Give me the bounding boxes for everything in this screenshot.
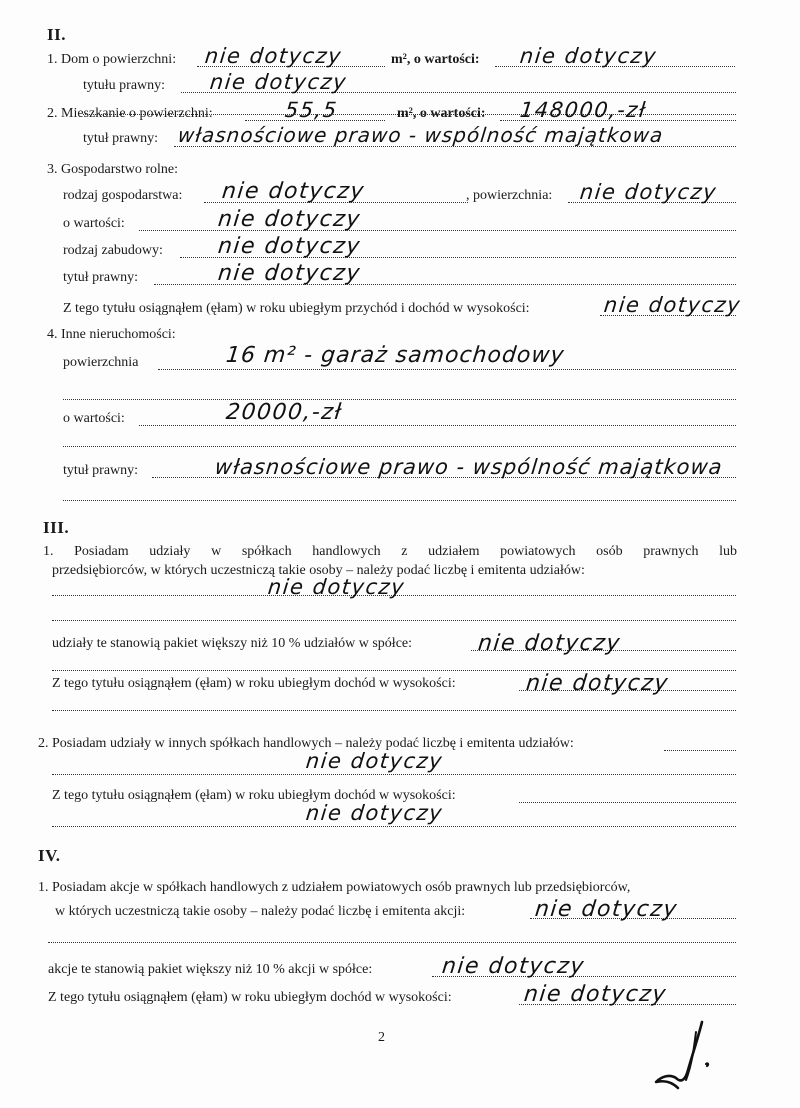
stocks-income-label: Z tego tytułu osiągnąłem (ęłam) w roku ubiegłym dochód w wysokości:	[48, 990, 452, 1005]
shares-income-label: Z tego tytułu osiągnąłem (ęłam) w roku ubiegłym dochód w wysokości:	[52, 676, 456, 691]
other-title-answer: własnościowe prawo - wspólność majątkowa	[213, 455, 724, 479]
stocks-package-answer: nie dotyczy	[440, 954, 587, 979]
house-value-answer: nie dotyczy	[518, 44, 659, 68]
house-title-label: tytułu prawny:	[83, 78, 166, 93]
shares-question-line2: przedsiębiorców, w których uczestniczą takie osoby – należy podać liczbę i emitenta udziałów:	[52, 563, 585, 578]
apartment-value-answer: 148000,-zł	[518, 98, 648, 122]
handwritten-signature-icon	[652, 1018, 722, 1090]
shares-package-answer: nie dotyczy	[476, 631, 623, 656]
other-value-field	[139, 425, 736, 426]
apartment-title-label: tytuł prawny:	[83, 131, 159, 146]
other-shares-field	[664, 750, 736, 751]
apartment-m2-value-label: m², o wartości:	[397, 106, 486, 121]
other-shares-income-field	[519, 802, 736, 803]
farm-type-label: rodzaj gospodarstwa:	[63, 188, 183, 203]
shares-answer-line2	[52, 620, 736, 621]
farm-area-label: , powierzchnia:	[466, 188, 553, 203]
other-title-extra-line	[63, 500, 736, 501]
stocks-question-line2: w których uczestniczą takie osoby – należy podać liczbę i emitenta akcji:	[55, 904, 466, 919]
house-m2-value-label: m², o wartości:	[391, 52, 480, 67]
other-shares-income-label: Z tego tytułu osiągnąłem (ęłam) w roku ubiegłym dochód w wysokości:	[52, 788, 456, 803]
section-iii-heading: III.	[43, 518, 70, 537]
other-area-extra-line	[63, 399, 736, 400]
farm-title-answer: nie dotyczy	[216, 261, 363, 286]
stocks-question-line1: 1. Posiadam akcje w spółkach handlowych z udziałem powiatowych osób prawnych lub przedsiębiorców,	[38, 880, 631, 895]
other-shares-income-answer: nie dotyczy	[304, 801, 445, 825]
other-area-field	[158, 369, 736, 370]
stocks-income-answer: nie dotyczy	[522, 982, 669, 1007]
other-area-answer: 16 m² - garaż samochodowy	[224, 343, 566, 368]
other-property-label: 4. Inne nieruchomości:	[47, 327, 176, 342]
other-value-label: o wartości:	[63, 411, 125, 426]
other-area-label: powierzchnia	[63, 355, 139, 370]
farm-income-answer: nie dotyczy	[602, 293, 743, 317]
farm-value-answer: nie dotyczy	[216, 207, 363, 232]
shares-income-answer: nie dotyczy	[524, 671, 671, 696]
apartment-area-label: 2. Mieszkanie o powierzchni:	[47, 106, 213, 121]
shares-package-label: udziały te stanowią pakiet większy niż 10 % udziałów w spółce:	[52, 636, 413, 651]
other-title-label: tytuł prawny:	[63, 463, 139, 478]
shares-question-line1: 1. Posiadam udziały w spółkach handlowych z udziałem powiatowych osób prawnych lub	[43, 544, 737, 559]
farm-area-answer: nie dotyczy	[578, 180, 719, 204]
house-area-label: 1. Dom o powierzchni:	[47, 52, 177, 67]
other-shares-question: 2. Posiadam udziały w innych spółkach handlowych – należy podać liczbę i emitenta udziałów:	[38, 736, 574, 751]
farm-buildings-label: rodzaj zabudowy:	[63, 243, 163, 258]
house-title-answer: nie dotyczy	[208, 70, 349, 94]
farm-value-label: o wartości:	[63, 216, 125, 231]
other-shares-income-line	[52, 826, 736, 827]
page-number: 2	[378, 1030, 385, 1045]
stocks-answer: nie dotyczy	[533, 897, 680, 922]
apartment-area-answer: 55,5	[283, 98, 340, 122]
house-area-answer: nie dotyczy	[203, 44, 344, 68]
farm-label: 3. Gospodarstwo rolne:	[47, 162, 179, 177]
other-shares-line1	[52, 774, 736, 775]
other-value-answer: 20000,-zł	[224, 400, 344, 425]
farm-type-answer: nie dotyczy	[220, 179, 367, 204]
other-shares-answer: nie dotyczy	[304, 749, 445, 773]
stocks-package-label: akcje te stanowią pakiet większy niż 10 % akcji w spółce:	[48, 962, 373, 977]
section-iv-heading: IV.	[38, 846, 61, 865]
shares-answer: nie dotyczy	[266, 575, 407, 599]
shares-income-extra-line	[52, 710, 736, 711]
other-value-extra-line	[63, 446, 736, 447]
section-ii-heading: II.	[47, 25, 66, 44]
apartment-title-answer: własnościowe prawo - wspólność majątkowa	[176, 123, 665, 147]
farm-title-label: tytuł prawny:	[63, 270, 139, 285]
farm-buildings-answer: nie dotyczy	[216, 234, 363, 259]
stocks-extra-line	[48, 942, 736, 943]
farm-income-label: Z tego tytułu osiągnąłem (ęłam) w roku ubiegłym przychód i dochód w wysokości:	[63, 301, 530, 316]
